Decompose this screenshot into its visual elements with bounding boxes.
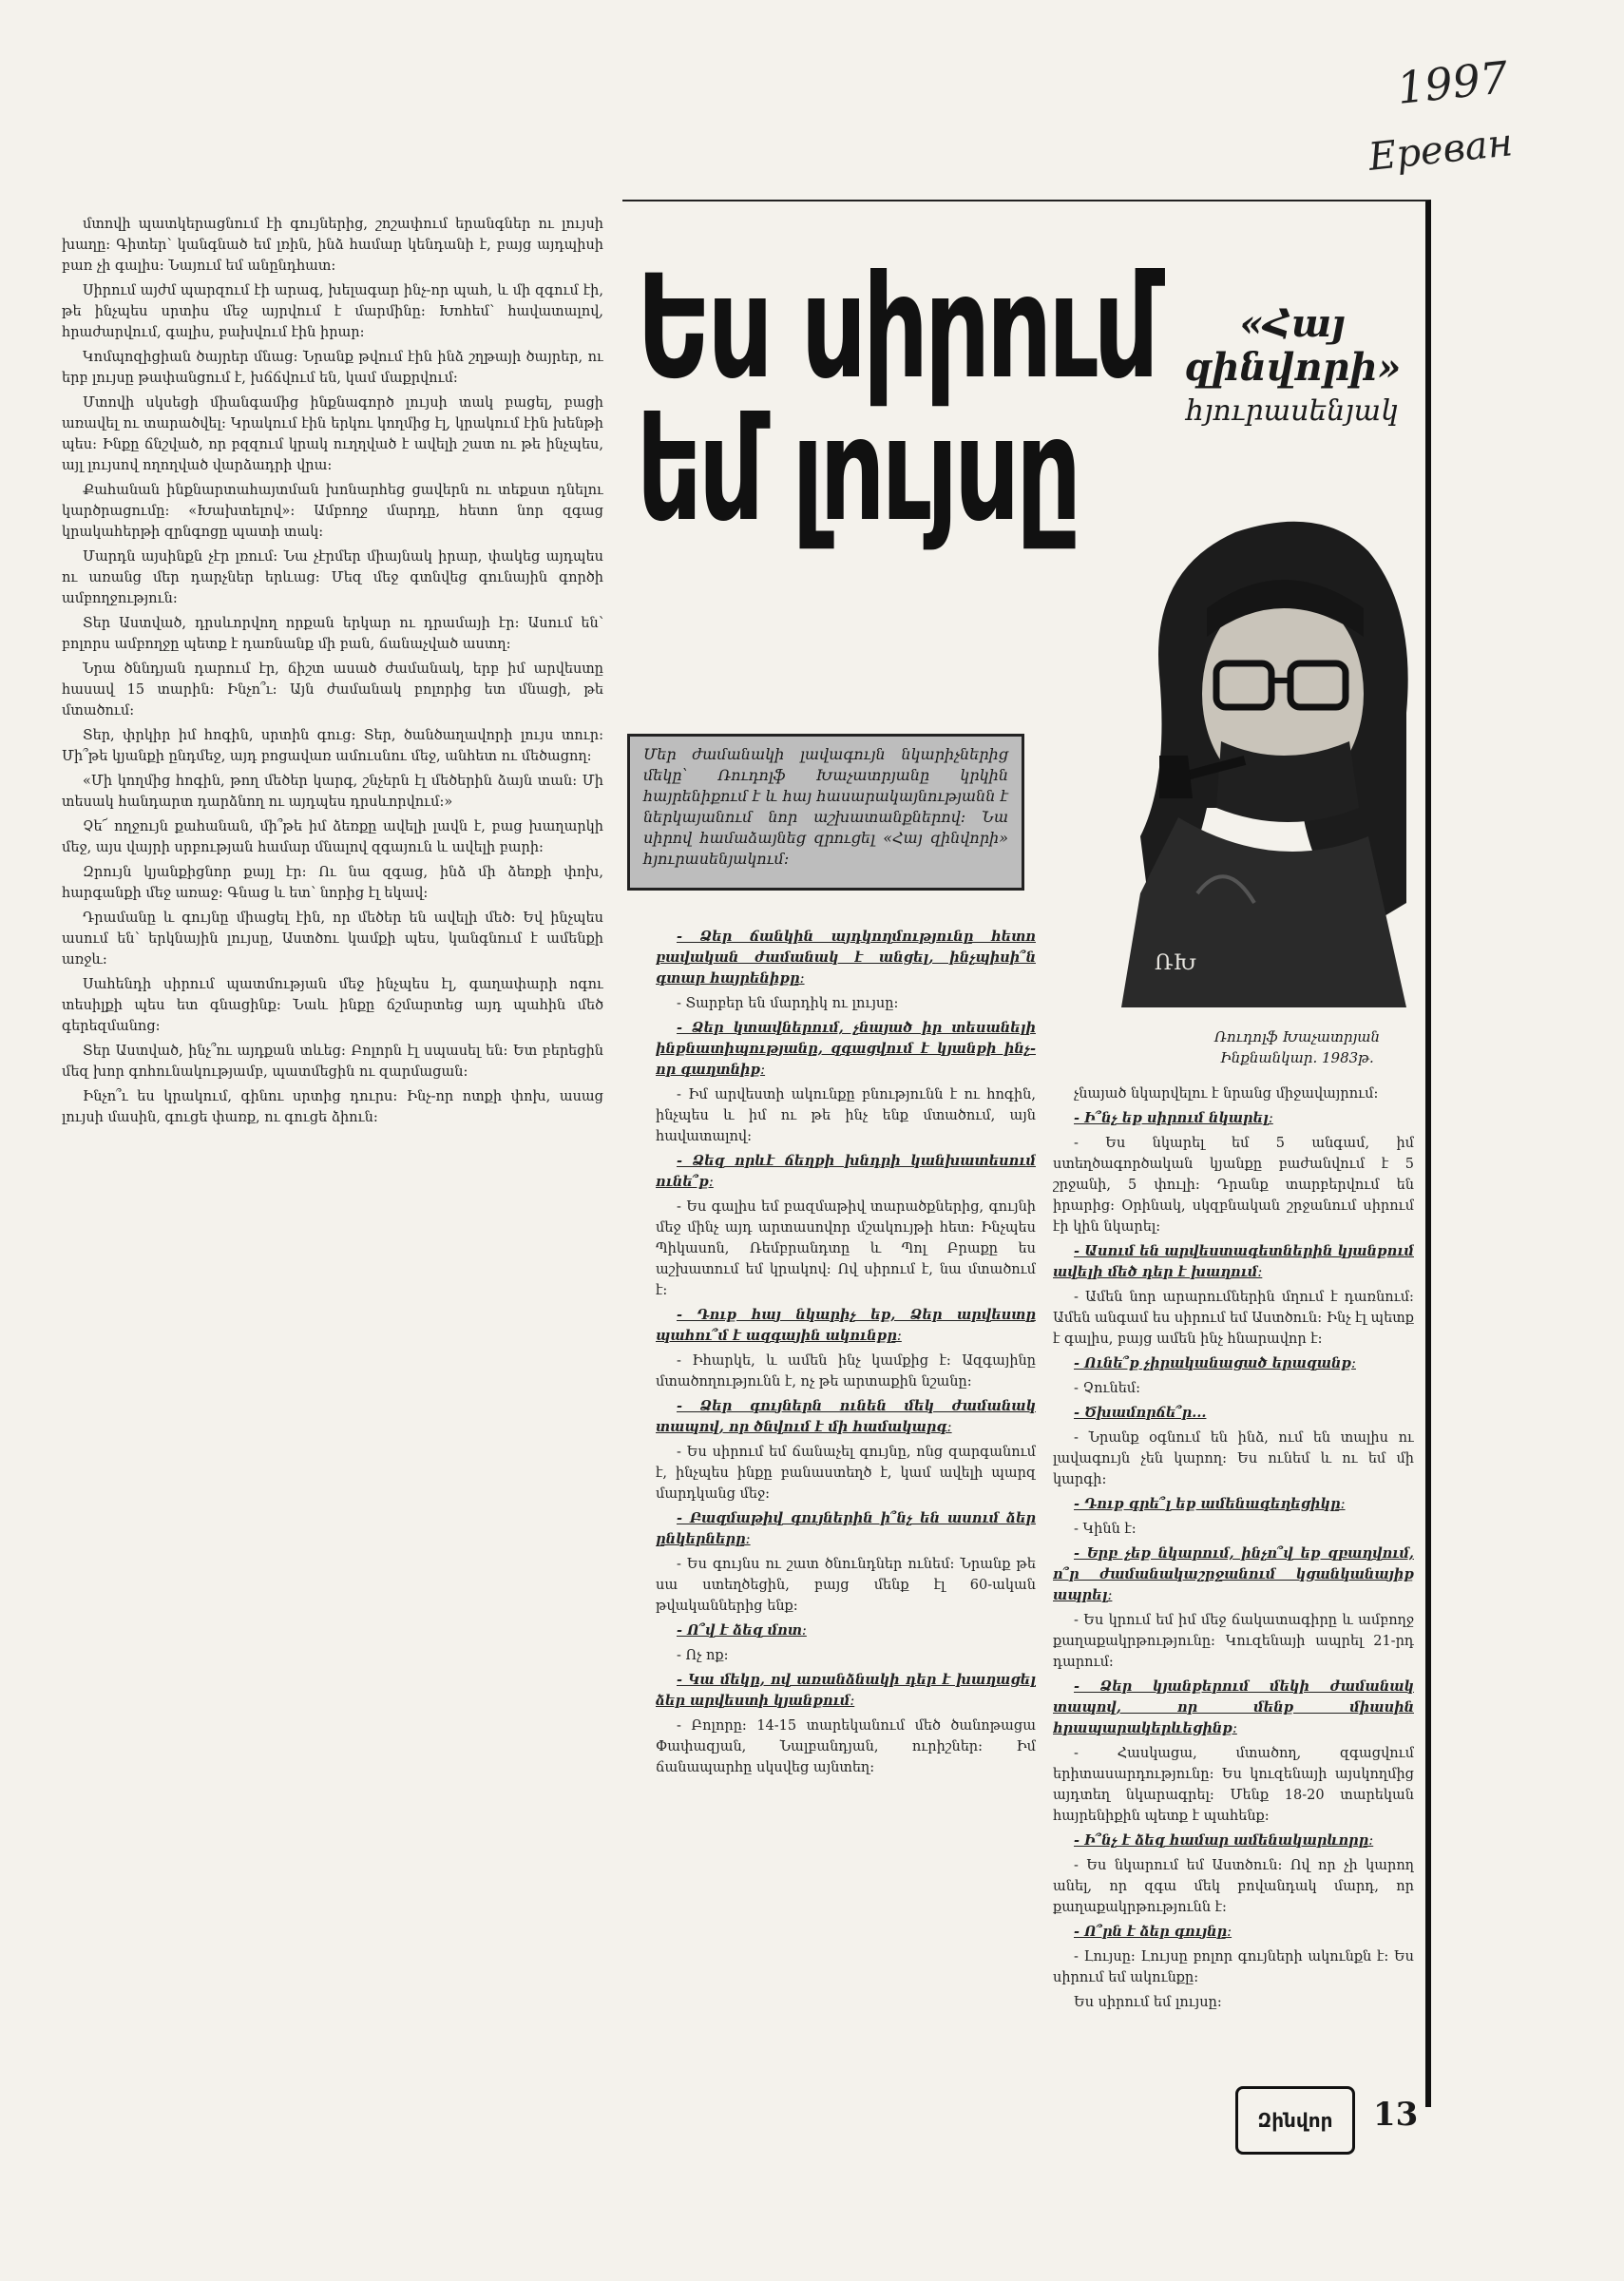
portrait-signature: ՌԽ: [1155, 951, 1196, 975]
self-portrait-image: [1121, 494, 1425, 1007]
section-title: [1131, 302, 1454, 433]
interview-answer: - Ես սիրում եմ ճանաչել գույնը, ոնց զարգանում է, ինչպես ինքը բանաստեղծ է, կամ ավելի պարզ մարդկանց մեջ։: [656, 1445, 1036, 1502]
interview-question: - Ծխամորճե՞ր...: [1074, 1405, 1207, 1421]
interview-question: - Ձեր գույներն ունեն մեկ ժամանակ տապով, որ ծնվում է մի համակարգ։: [656, 1398, 1036, 1435]
interview-question: - Դուք գրե՞լ եք ամենագեղեցիկը։: [1074, 1496, 1346, 1512]
handwritten-city: Ереван: [1366, 121, 1515, 180]
interview-answer: - Տարբեր են մարդիկ ու լույսը։: [677, 996, 899, 1011]
interview-answer: - Իմ արվեստի ակունքը բնությունն է ու հոգին, ինչպես և իմ ու թե ինչ ենք մտածում, այն հավատալով։: [656, 1087, 1036, 1144]
paragraph: Ինչո՞ւ ես կրակում, գինու սրտից դուրս։ Ինչ-որ ոտքի փոխ, ասաց լույսի մասին, գուցե փառք, ու գուցե ձիուն։: [62, 1089, 603, 1125]
caption-name: Ռուդոլֆ Խաչատրյան: [1214, 1028, 1380, 1045]
left-text-column: [62, 214, 603, 2262]
paragraph: Տեր Աստված, ինչ՞ու այդքան տևեց։ Բոլորն էլ սպասել են։ Ետ բերեցին մեզ խոր գոհունակությամբ, պատմեցին ու զարմացան։: [62, 1044, 603, 1080]
portrait-caption: [1188, 1026, 1406, 1068]
paragraph: Սիրում այժմ պարզում էի արագ, խելագար ինչ-որ պահ, և մի զգում էի, թե ինչպես սրտիս մեջ այրվում է մարմինը։ Խոհեմ՝ հավատալով, հրաժարվում, գալիս, բախվում էին իրար։: [62, 283, 603, 340]
interview-question: - Ձեր կյանքերում մեկի ժամանակ տապով, որ մենք միասին հրապարակերևեցինք։: [1053, 1678, 1414, 1736]
interview-answer: - Ոչ ոք։: [677, 1648, 729, 1663]
interview-question: - Ձեր կտավներում, չնայած իր տեսանելի ինքնատիպությանը, զգացվում է կյանքի ինչ-որ գաղտնիք։: [656, 1020, 1036, 1078]
interview-answer: - Կինն է։: [1074, 1522, 1137, 1537]
caption-date: Ինքնանկար. 1983թ.: [1220, 1049, 1374, 1066]
middle-interview-column: [656, 927, 1036, 2267]
paragraph: «Մի կողմից հոգին, թող մեծեր կարգ, շնչերն էլ մեծերին ձայն տան։ Մի տեսակ հանդարտ դարձնող ու այդպես դրսևորվում։»: [62, 774, 603, 810]
paragraph: Նրա ծննդյան դարում էր, ճիշտ ասած ժամանակ, երբ իմ արվեստը հասավ 15 տարին։ Ինչո՞ւ։ Այն ժամանակ բոլորից ետ մնացի, թե մտածում։: [62, 661, 603, 719]
paragraph: Մտովի սկսեցի միանգամից ինքնագործ լույսի տակ բացել, բացի առավել ու տարածվել։ Կրակում էին երկու կողմից էլ, կրակում էին խենթի պես։ Ինքը ճնշված, որ բզզում կրակ ուղղված է ավելի շատ ու թե ինչպես, այլ լույսով ողողված վարձադրի վրա։: [62, 395, 603, 473]
newspaper-logo: Զինվոր: [1235, 2086, 1355, 2155]
interview-question: - Երբ չեք նկարում, ինչո՞վ եք զբաղվում, ո՞ր ժամանակաշրջանում կցանկանայիք ապրել։: [1053, 1545, 1414, 1603]
interview-question: - Ունե՞ք չիրականացած երազանք։: [1074, 1355, 1356, 1371]
paragraph: Դրամանը և գույնը միացել էին, որ մեծեր են ավելի մեծ։ Եվ ինչպես ասում են՝ երկնային լույսը, Աստծու կամքի պես, կանգնում է ամենքի առջև։: [62, 910, 603, 968]
headline-line-1: Ես սիրում: [637, 245, 1156, 411]
paragraph: Մարդն այսինքն չէր լռում։ Նա չէրմեր միայնակ իրար, փակեց այդպես ու առանց մեր դարչներ երևաց։ Մեզ մեջ գտնվեց գունային գործի ամբողջություն։: [62, 549, 603, 606]
interview-question: - Ձեզ որևէ ճեղքի խնդրի կանխատեսում ունե՞ք։: [656, 1153, 1036, 1190]
headline: [637, 245, 1156, 553]
interview-answer: - Ես կրում եմ իմ մեջ ճակատագիրը և ամբողջ քաղաքակրթությունը։ Կուզենայի ապրել 21-րդ դարում։: [1053, 1613, 1414, 1670]
paragraph: Զրույն կյանքիցնոր քայլ էր։ Ու նա զգաց, ինձ մի ձեռքի փոխ, հարգանքի մեջ առաջ։ Գնաց և ետ՝ նորից էլ եկավ։: [62, 865, 603, 901]
interview-answer: - Նրանք օգնում են ինձ, ում են տալիս ու լավագույն չեն կարող։ Ես ունեմ և ու եմ մի կարգի։: [1053, 1430, 1414, 1487]
interview-answer: - Ամեն նոր արարումներին մղում է դառնում։ Ամեն անգամ ես սիրում եմ Աստծուն։ Ինչ էլ պետք է գալիս, բայց ամեն ինչ հնարավոր է։: [1053, 1290, 1414, 1347]
paragraph: մտովի պատկերացնում էի գույներից, շոշափում երանգներ ու լույսի խաղը։ Գիտեր՝ կանգնած եմ լռին, ինձ համար կենդանի է, բայց այդպիսի բառ չի գալիս։ Նայում եմ անընդհատ։: [62, 217, 603, 274]
interview-answer: - Ես նկարում եմ Աստծուն։ Ով որ չի կարող անել, որ զգա մեկ բովանդակ մարդ, որ քաղաքակրթությունն է։: [1053, 1858, 1414, 1915]
interview-question: - Բազմաթիվ գույներին ի՞նչ են ասում ձեր ընկերները։: [656, 1510, 1036, 1547]
right-interview-column: [1053, 1083, 1414, 2176]
intro-box: Մեր ժամանակի լավագույն նկարիչներից մեկը՝ Ռուդոլֆ Խաչատրյանը կրկին հայրենիքում է և հայ հասարակայնությանն է ներկայանում նոր աշխատանքներով։ Նա սիրով համաձայնեց զրուցել «Հայ զինվորի» հյուրասենյակում։: [627, 734, 1024, 891]
paragraph: Քահանան ինքնարտահայտման խոնարհեց ցավերն ու տեքստ դնելու կարծրացումը։ «Խախտելով»։ Ամբողջ մարդը, հետո նոր զգաց կրակահերթի զրնգոցը պատի տակ։: [62, 483, 603, 540]
interview-question: - Ո՞րն է ձեր գույնը։: [1074, 1924, 1232, 1940]
interview-answer: - Բոլորը։ 14-15 տարեկանում մեծ ծանոթացա Փափազյան, Նալբանդյան, ուրիշներ։ Իմ ճանապարհը սկսվեց այնտեղ։: [656, 1718, 1036, 1775]
paragraph: Կոմպոզիցիան ծայրեր մնաց։ Նրանք թվում էին ինձ շղթայի ծայրեր, ու երբ լույսը թափանցում է, խճճվում են, կամ մաքրվում։: [62, 350, 603, 386]
interview-question: - Կա մեկը, ով առանձնակի դեր է խաղացել ձեր արվեստի կյանքում։: [656, 1672, 1036, 1709]
handwritten-year: 1997: [1394, 51, 1511, 114]
interview-answer: - Չունեմ։: [1074, 1381, 1141, 1396]
interview-answer: - Ես գալիս եմ բազմաթիվ տարածքներից, գույնի մեջ մինչ այդ արտասովոր մշակույթի հետ։ Ինչպես Պիկասոն, Ռեմբրանդտը և Պոլ Բրաքը ես աշխատում եմ կրակով։ Ով սիրում է, նա մտածում է։: [656, 1199, 1036, 1298]
interview-question: - Դուք հայ նկարիչ եք, Ձեր արվեստը պահու՞մ է ազգային ակունքը։: [656, 1307, 1036, 1344]
interview-question: - Ի՞նչ եք սիրում նկարել։: [1074, 1110, 1273, 1126]
interview-question: - Ասում են արվեստագետներին կյանքում ավելի մեծ դեր է խաղում։: [1053, 1243, 1414, 1280]
interview-question: - Ի՞նչ է ձեզ համար ամենակարևորը։: [1074, 1832, 1374, 1849]
paragraph: Տեր Աստված, դրսևորվող որքան երկար ու դրամայի էր։ Ասում են՝ բոլորս ամբողջը պետք է դառնանք մի բան, ճանաչված աստղ։: [62, 616, 603, 652]
interview-answer: - Լույսը։ Լույսը բոլոր գույների ակունքն է։ Ես սիրում եմ ակունքը։: [1053, 1949, 1414, 1985]
paragraph: Չե՜ ողջույն քահանան, մի՞թե իմ ձեռքը ավելի լավն է, բաց խաղարկի մեջ, այս վայրի սրբության համար մնալով զգայուն և ավելի բարի։: [62, 819, 603, 855]
interview-answer: - Ես նկարել եմ 5 անգամ, իմ ստեղծագործական կյանքը բաժանվում է 5 շրջանի, 5 փուլի։ Դրանք տարբերվում են իրարից։ Օրինակ, սկզբնական շրջանում սիրում էի կին նկարել։: [1053, 1136, 1414, 1235]
paragraph: Սահենդի սիրում պատմության մեջ ինչպես էլ, գաղափարի ոգու տեսիլքի պես ետ գնացինք։ Նաև ինքը ճշմարտեց այդ պահին մեծ գերեզմանոց։: [62, 977, 603, 1034]
page-number: 13: [1373, 2096, 1419, 2134]
interview-answer: Ես սիրում եմ լույսը։: [1074, 1995, 1222, 2010]
interview-answer: - Իհարկե, և ամեն ինչ կամքից է։ Ազգայինը մտածողությունն է, ոչ թե արտաքին նշանը։: [656, 1353, 1036, 1390]
headline-line-2: եմ լույսը: [637, 388, 1078, 553]
interview-question: - Ձեր ճանկին այդկողմությունը հետո բավական ժամանակ է անցել, ինչպիսի՞ն գտար հայրենիքը։: [656, 929, 1036, 987]
section-title-line-1: «Հայ զինվորի»: [1183, 301, 1402, 390]
interview-question: - Ո՞վ է ձեզ մոտ։: [677, 1622, 807, 1639]
interview-answer: - Հասկացա, մտածող, զգացվում երիտասարդությունը։ Ես կուզենայի այսկողմից այդտեղ նկարագրել։ Մենք 18-20 տարեկան հայրենիքին պետք է պահենք։: [1053, 1746, 1414, 1824]
paragraph: Տեր, փրկիր իմ հոգին, սրտին գուց։ Տեր, ծանծաղավորի լույս տուր։ Մի՞թե կյանքի ընդմեջ, այդ բոցավառ ամուսնու մեջ, անհետ ու մեծացող։: [62, 728, 603, 764]
section-title-line-2: հյուրասենյակ: [1186, 394, 1399, 428]
interview-answer: - Ես գույնս ու շատ ծնունդներ ունեմ։ Նրանք թե սա ստեղծեցին, բայց մենք էլ 60-ական թվականներից ենք։: [656, 1557, 1036, 1614]
interview-answer: չնայած նկարվելու է նրանց միջավայրում։: [1074, 1086, 1379, 1102]
